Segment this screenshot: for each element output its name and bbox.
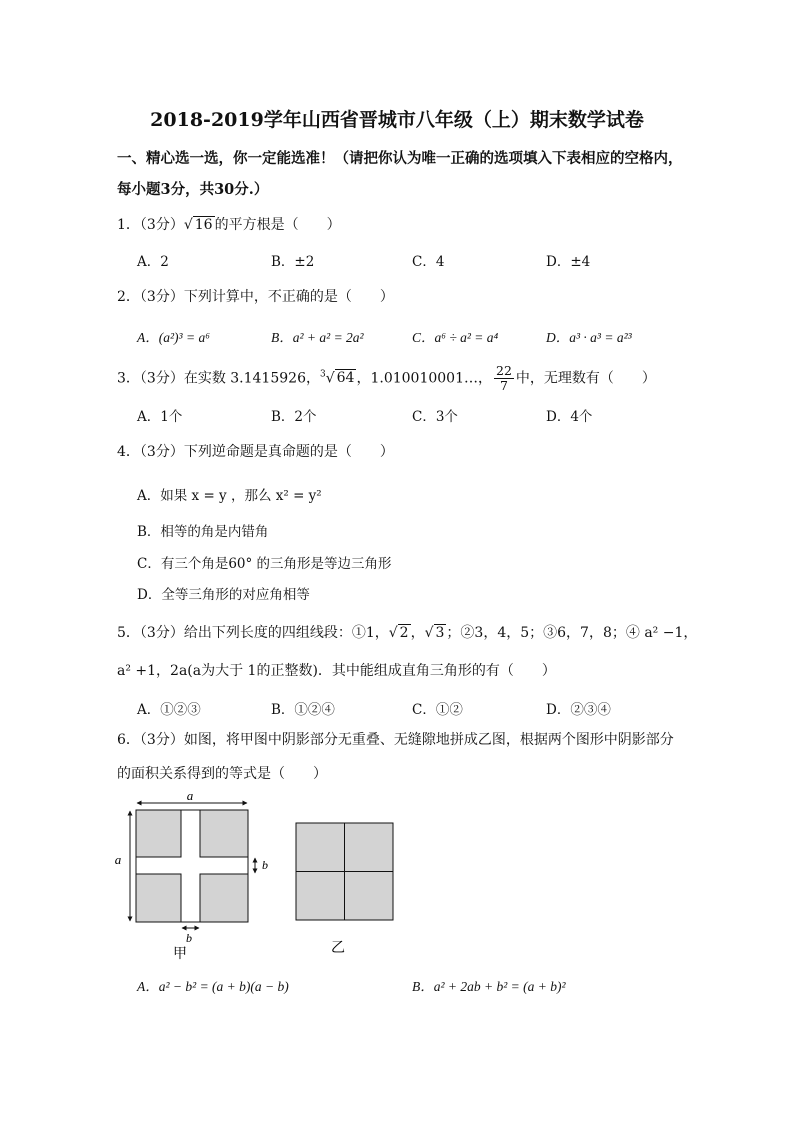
q1-radicand: 16 xyxy=(194,217,213,233)
question-3: 3．（3分）在实数 3.1415926，$^3$√ 64 ，1.010010001…， $\frac{22}{7}$ 中，无理数有（ ） xyxy=(117,363,656,393)
question-6: 6．（3分）如图，将甲图中阴影部分无重叠、无缝隙地拼成乙图，根据两个图形中阴影部分 xyxy=(117,732,674,748)
q5-option-c: C．①② xyxy=(412,702,463,718)
q2-option-b: B．a² + a² = 2a² xyxy=(271,330,364,345)
q1-prefix: 1．（3分） xyxy=(117,217,184,233)
q1-suffix: 的平方根是（ ） xyxy=(214,217,341,233)
q3-prefix: 3．（3分）在实数 3.1415926， xyxy=(117,370,320,387)
q5-root-2: 2 xyxy=(399,625,409,641)
q6-option-b: B．a² + 2ab + b² = (a + b)² xyxy=(412,979,566,994)
label-b-bottom: b xyxy=(186,931,192,945)
q3-suffix: 中，无理数有（ ） xyxy=(515,370,656,387)
question-2: 2．（3分）下列计算中，不正确的是（ ） xyxy=(117,289,394,305)
caption-yi: 乙 xyxy=(331,940,345,956)
q1-option-c: C．4 xyxy=(412,254,445,270)
section-heading-line1: 一、精心选一选，你一定能选准！（请把你认为唯一正确的选项填入下表相应的空格内， xyxy=(117,150,683,167)
q5-option-b: B．①②④ xyxy=(271,702,335,718)
label-b-right: b xyxy=(262,858,268,872)
section-heading-line2: 每小题3分，共30分.） xyxy=(117,181,269,198)
q3-cube-radicand: 64 xyxy=(336,370,355,387)
q5-prefix: 5．（3分）给出下列长度的四组线段：①1， xyxy=(117,625,389,641)
q3-frac-den: 7 xyxy=(499,377,508,393)
q4-option-a: A．如果 x = y ，那么 x² = y² xyxy=(137,488,322,504)
q5-comma: ， xyxy=(410,625,425,641)
question-5-line2: a² +1，2a(a为大于 1的正整数)．其中能组成直角三角形的有（ ） xyxy=(117,663,556,679)
jia-shade-tr xyxy=(200,810,248,857)
caption-jia: 甲 xyxy=(173,946,187,962)
q3-frac-num: 22 xyxy=(496,363,512,378)
q1-option-d: D．±4 xyxy=(546,254,591,270)
jia-shade-bl xyxy=(136,874,181,922)
q5-root-3: 3 xyxy=(435,625,445,641)
q2-option-a: A．(a²)³ = a⁶ xyxy=(137,330,210,345)
q6-option-a: A．a² − b² = (a + b)(a − b) xyxy=(137,979,289,994)
q3-option-d: D．4个 xyxy=(546,409,593,425)
q3-option-b: B．2个 xyxy=(271,409,317,425)
q3-mid: ，1.010010001…， xyxy=(356,370,492,387)
q3-option-c: C．3个 xyxy=(412,409,458,425)
jia-shade-br xyxy=(200,874,248,922)
q5-suffix: ；②3，4，5；③6，7，8；④ a² −1， xyxy=(446,625,698,641)
q4-option-c: C．有三个角是60° 的三角形是等边三角形 xyxy=(137,556,392,572)
question-4: 4．（3分）下列逆命题是真命题的是（ ） xyxy=(117,444,394,460)
q4-option-b: B．相等的角是内错角 xyxy=(137,524,269,540)
q1-option-a: A．2 xyxy=(137,254,169,270)
question-5: 5．（3分）给出下列长度的四组线段：①1，√ 2 ，√ 3 ；②3，4，5；③6，7，8；④ a² −1， xyxy=(117,625,698,641)
label-a-top: a xyxy=(186,788,194,803)
q4-option-d: D．全等三角形的对应角相等 xyxy=(137,587,310,603)
q2-option-c: C．a⁶ ÷ a² = a⁴ xyxy=(412,330,499,345)
q3-option-a: A．1个 xyxy=(137,409,183,425)
q5-option-a: A．①②③ xyxy=(137,702,201,718)
q1-option-b: B．±2 xyxy=(271,254,315,270)
jia-shade-tl xyxy=(136,810,181,857)
question-1: 1．（3分）√ 16 的平方根是（ ） xyxy=(117,217,341,233)
q2-option-d: D．a³ · a³ = a²³ xyxy=(546,330,632,345)
label-a-left: a xyxy=(114,852,122,867)
q5-option-d: D．②③④ xyxy=(546,702,611,718)
page-title: 2018-2019学年山西省晋城市八年级（上）期末数学试卷 xyxy=(150,109,644,131)
q3-cube-index: 3 xyxy=(319,369,326,380)
question-6-line2: 的面积关系得到的等式是（ ） xyxy=(117,766,327,782)
